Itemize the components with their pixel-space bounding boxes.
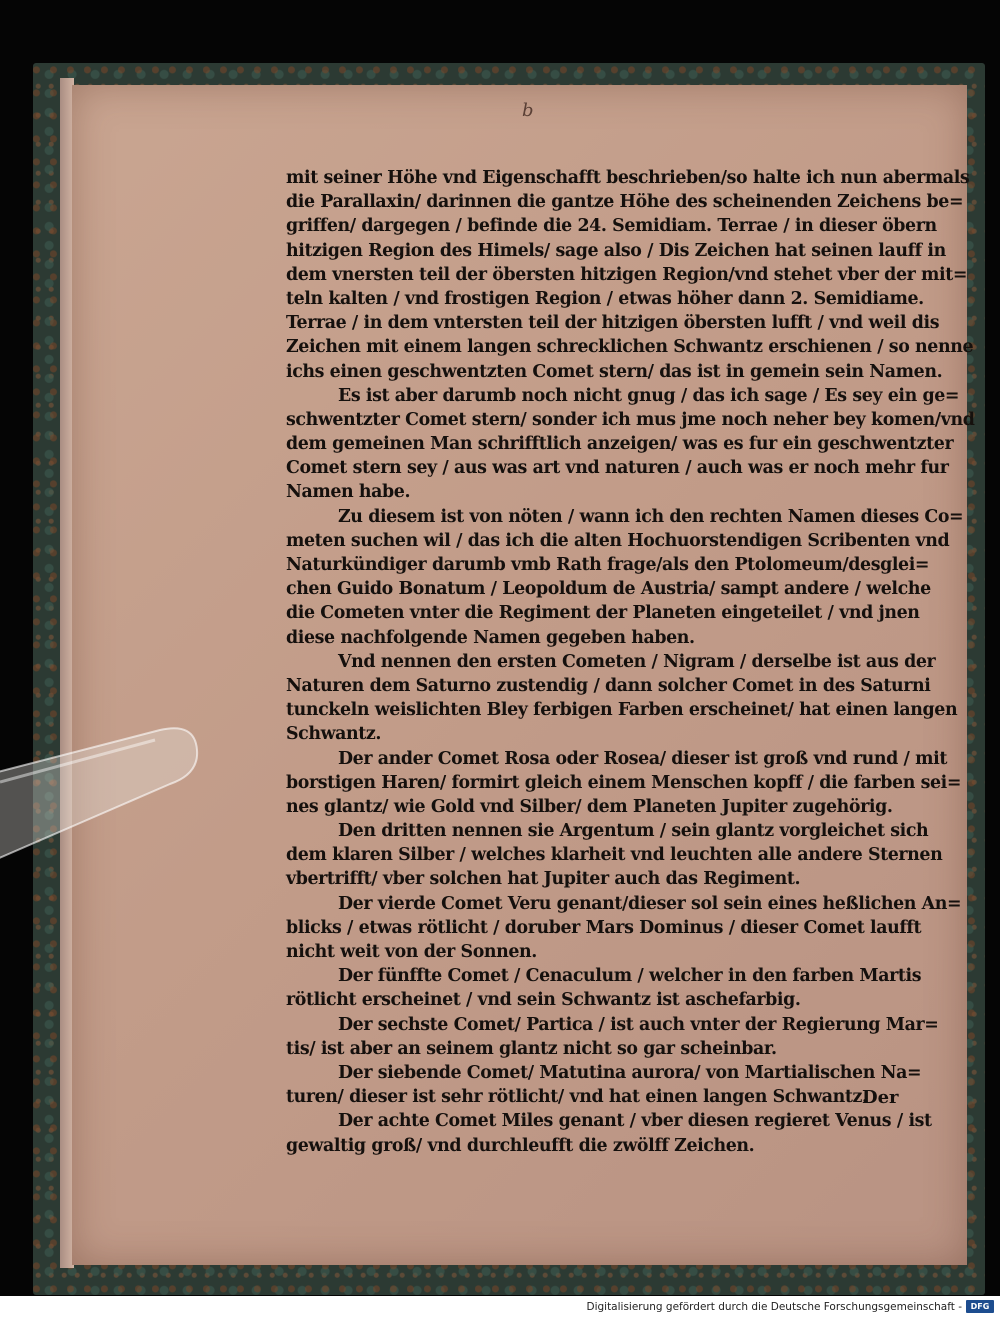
text-line: schwentzter Comet stern/ sonder ich mus jme noch neher bey komen/vnd bbox=[286, 409, 975, 430]
text-line: gewaltig groß/ vnd durchleufft die zwölff Zeichen. bbox=[286, 1135, 755, 1156]
text-line: borstigen Haren/ formirt gleich einem Menschen kopff / die farben sei= bbox=[286, 772, 962, 793]
text-line: blicks / etwas rötlicht / doruber Mars Dominus / dieser Comet laufft bbox=[286, 917, 922, 938]
footer-credit: Digitalisierung gefördert durch die Deutsche Forschungsgemeinschaft - bbox=[586, 1301, 962, 1313]
text-line: Der ander Comet Rosa oder Rosea/ dieser ist groß vnd rund / mit bbox=[338, 748, 947, 769]
folio-mark: b bbox=[522, 100, 534, 121]
text-line: mit seiner Höhe vnd Eigenschafft beschrieben/so halte ich nun abermals bbox=[286, 168, 970, 188]
text-line: Der achte Comet Miles genant / vber diesen regieret Venus / ist bbox=[338, 1111, 932, 1132]
text-line: teln kalten / vnd frostigen Region / etwas höher dann 2. Semidiame. bbox=[286, 288, 924, 309]
footer-bar bbox=[0, 1296, 1000, 1318]
text-line: nes glantz/ wie Gold vnd Silber/ dem Planeten Jupiter zugehörig. bbox=[286, 796, 893, 817]
text-line: Der sechste Comet/ Partica / ist auch vnter der Regierung Mar= bbox=[338, 1014, 939, 1035]
text-line: diese nachfolgende Namen gegeben haben. bbox=[286, 627, 695, 648]
page-text bbox=[286, 166, 975, 1158]
text-line: meten suchen wil / das ich die alten Hochuorstendigen Scribenten vnd bbox=[286, 530, 950, 551]
text-line: die Parallaxin/ darinnen die gantze Höhe des scheinenden Zeichens be= bbox=[286, 192, 964, 213]
text-line: dem vnersten teil der öbersten hitzigen Region/vnd stehet vber der mit= bbox=[286, 264, 968, 285]
text-line: chen Guido Bonatum / Leopoldum de Austria/ sampt andere / welche bbox=[286, 579, 931, 600]
text-line: Naturkündiger darumb vmb Rath frage/als den Ptolomeum/desglei= bbox=[286, 555, 930, 575]
text-line: die Cometen vnter die Regiment der Planeten eingeteilet / vnd jnen bbox=[286, 603, 920, 624]
text-line: hitzigen Region des Himels/ sage also / Dis Zeichen hat seinen lauff in bbox=[286, 240, 946, 261]
text-line: dem klaren Silber / welches klarheit vnd leuchten alle andere Sternen bbox=[286, 845, 943, 866]
text-line: nicht weit von der Sonnen. bbox=[286, 942, 537, 962]
text-line: Comet stern sey / aus was art vnd naturen / auch was er noch mehr fur bbox=[286, 458, 949, 479]
text-line: vbertrifft/ vber solchen hat Jupiter auch das Regiment. bbox=[286, 869, 801, 890]
text-line: Es ist aber darumb noch nicht gnug / das ich sage / Es sey ein ge= bbox=[338, 385, 960, 406]
text-line: Namen habe. bbox=[286, 482, 411, 503]
text-line: dem gemeinen Man schrifftlich anzeigen/ was es fur ein geschwentzter bbox=[286, 434, 954, 455]
text-line: Vnd nennen den ersten Cometen / Nigram / derselbe ist aus der bbox=[338, 651, 936, 672]
text-line: tunckeln weislichten Bley ferbigen Farben erscheinet/ hat einen langen bbox=[286, 700, 958, 721]
text-line: griffen/ dargegen / befinde die 24. Semidiam. Terrae / in dieser öbern bbox=[286, 216, 937, 237]
text-line: Naturen dem Saturno zustendig / dann solcher Comet in des Saturni bbox=[286, 675, 931, 696]
text-line: Der fünffte Comet / Cenaculum / welcher in den farben Martis bbox=[338, 966, 922, 987]
catchword: Der bbox=[862, 1087, 899, 1108]
dfg-logo: DFG bbox=[966, 1300, 994, 1313]
text-line: Terrae / in dem vntersten teil der hitzigen öbersten lufft / vnd weil dis bbox=[286, 313, 940, 334]
text-line: ichs einen geschwentzten Comet stern/ das ist in gemein sein Namen. bbox=[286, 361, 943, 382]
text-line: rötlicht erscheinet / vnd sein Schwantz ist aschefarbig. bbox=[286, 990, 801, 1011]
text-line: Der siebende Comet/ Matutina aurora/ von Martialischen Na= bbox=[338, 1062, 922, 1083]
text-line: Zeichen mit einem langen schrecklichen Schwantz erschienen / so nenne bbox=[286, 337, 974, 358]
text-line: Schwantz. bbox=[286, 724, 382, 745]
text-line: tis/ ist aber an seinem glantz nicht so gar scheinbar. bbox=[286, 1038, 777, 1059]
text-line: turen/ dieser ist sehr rötlicht/ vnd hat einen langen Schwantz. bbox=[286, 1087, 868, 1108]
text-line: Den dritten nennen sie Argentum / sein glantz vorgleichet sich bbox=[338, 821, 929, 842]
text-line: Der vierde Comet Veru genant/dieser sol sein eines heßlichen An= bbox=[338, 893, 962, 914]
text-line: Zu diesem ist von nöten / wann ich den rechten Namen dieses Co= bbox=[338, 506, 964, 527]
